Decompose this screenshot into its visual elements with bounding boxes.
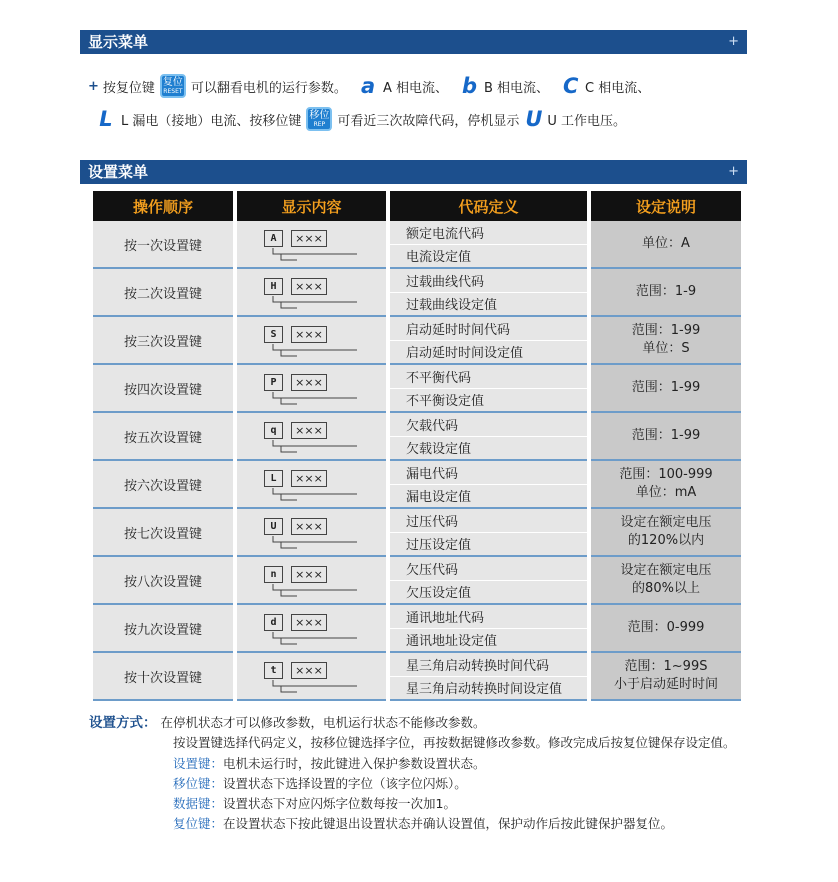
segment-b-icon: b [461, 74, 478, 98]
code-digit: q [264, 422, 283, 439]
value-digits: ××× [291, 278, 327, 295]
value-line: 通讯地址设定值 [406, 634, 498, 650]
code-definition-cell [390, 317, 587, 365]
display-menu-title: 显示菜单 [88, 33, 149, 51]
code-line: 额定电流代码 [390, 221, 587, 245]
segment-l-icon: L [99, 107, 113, 131]
value-line: 漏电设定值 [406, 490, 472, 506]
display-line-1 [88, 71, 650, 101]
display-cell [237, 365, 386, 413]
key-desc-reset [89, 814, 736, 834]
table-row [93, 509, 741, 557]
shift-key-icon: 移位 REP [306, 107, 332, 131]
code-definition-cell [390, 221, 587, 269]
display-cell [237, 461, 386, 509]
operation-cell: 按八次设置键 [93, 557, 233, 605]
key-desc-data [89, 794, 736, 814]
bracket-lines-icon [237, 221, 386, 267]
value-digits: ××× [291, 470, 327, 487]
header-setting-note: 设定说明 [591, 191, 741, 221]
key-desc: 设置状态下对应闪烁字位数每按一次加1。 [223, 796, 456, 812]
operation-cell: 按七次设置键 [93, 509, 233, 557]
setting-note-cell [591, 653, 741, 701]
code-line: 不平衡代码 [390, 365, 587, 389]
note-line: 单位：S [642, 341, 690, 356]
value-line: 不平衡设定值 [406, 394, 485, 410]
note-line: 范围：1-9 [635, 284, 697, 299]
display-text: 可看近三次故障代码，停机显示 [337, 113, 520, 129]
display-text: 按复位键 [102, 80, 155, 96]
code-line: 欠载代码 [390, 413, 587, 437]
code-line: 过载曲线代码 [390, 269, 587, 293]
display-text: 可以翻看电机的运行参数。 [190, 80, 347, 96]
operation-cell: 按一次设置键 [93, 221, 233, 269]
value-digits: ××× [291, 326, 327, 343]
note-line: 单位：A [642, 236, 690, 251]
bracket-lines-icon [237, 365, 386, 411]
note-line: 范围：100-999 [619, 467, 713, 482]
segment-a-icon: a [360, 74, 376, 98]
code-digit: d [264, 614, 283, 631]
setting-note-cell [591, 509, 741, 557]
value-digits: ××× [291, 374, 327, 391]
display-cell [237, 269, 386, 317]
code-digit: t [264, 662, 283, 679]
settings-menu-header [80, 160, 747, 184]
display-cell [237, 653, 386, 701]
display-cell [237, 413, 386, 461]
code-line: 通讯地址代码 [390, 605, 587, 629]
code-line: 星三角启动转换时间代码 [390, 653, 587, 677]
key-desc-set [89, 754, 736, 774]
reset-key-icon: 复位 RESET [160, 74, 186, 98]
code-digit: A [264, 230, 283, 247]
expand-icon: + [728, 164, 739, 179]
key-name: 移位键： [173, 775, 224, 791]
value-digits: ××× [291, 614, 327, 631]
key-desc: 设置状态下选择设置的字位（该字位闪烁）。 [223, 775, 467, 791]
table-row [93, 221, 741, 269]
setting-note-cell [591, 413, 741, 461]
bracket-lines-icon [237, 461, 386, 507]
code-definition-cell [390, 365, 587, 413]
code-line: 欠压代码 [390, 557, 587, 581]
setting-note-cell [591, 461, 741, 509]
operation-cell: 按四次设置键 [93, 365, 233, 413]
segment-u-icon: U [525, 107, 543, 131]
value-digits: ××× [291, 566, 327, 583]
setting-method-line: 按设置键选择代码定义，按移位键选择字位，再按数据键修改参数。修改完成后按复位键保存设定值。 [173, 735, 736, 751]
bracket-lines-icon [237, 605, 386, 651]
note-line: 范围：1~99S [624, 659, 708, 674]
note-line: 范围：1-99 [631, 323, 701, 338]
display-cell [237, 221, 386, 269]
display-cell [237, 557, 386, 605]
table-header-row [93, 191, 741, 221]
phase-c-label: C 相电流、 [585, 80, 651, 96]
value-digits: ××× [291, 662, 327, 679]
note-line: 的80%以上 [632, 581, 700, 596]
setting-note-cell [591, 365, 741, 413]
expand-icon: + [728, 34, 739, 49]
key-name: 设置键： [173, 755, 224, 771]
value-digits: ××× [291, 518, 327, 535]
setting-method [89, 713, 736, 835]
table-row [93, 269, 741, 317]
code-definition-cell [390, 557, 587, 605]
phase-b-label: B 相电流、 [483, 80, 550, 96]
operation-cell: 按十次设置键 [93, 653, 233, 701]
segment-c-icon: C [563, 74, 579, 98]
key-desc-shift [89, 774, 736, 794]
note-line: 范围：1-99 [631, 428, 701, 443]
code-digit: U [264, 518, 283, 535]
operation-cell: 按三次设置键 [93, 317, 233, 365]
operation-cell: 按五次设置键 [93, 413, 233, 461]
code-definition-cell [390, 461, 587, 509]
value-digits: ××× [291, 422, 327, 439]
note-line: 的120%以内 [627, 533, 705, 548]
table-row [93, 605, 741, 653]
setting-note-cell [591, 221, 741, 269]
value-line: 欠载设定值 [406, 442, 472, 458]
display-menu-header [80, 30, 747, 54]
value-line: 过压设定值 [406, 538, 472, 554]
bullet-plus-icon: + [88, 78, 99, 94]
note-line: 设定在额定电压 [620, 563, 712, 578]
code-line: 漏电代码 [390, 461, 587, 485]
table-row [93, 317, 741, 365]
key-desc: 在设置状态下按此键退出设置状态并确认设置值，保护动作后按此键保护器复位。 [223, 816, 674, 832]
operation-cell: 按六次设置键 [93, 461, 233, 509]
note-line: 单位：mA [635, 485, 697, 500]
setting-note-cell [591, 317, 741, 365]
setting-method-label: 设置方式： [89, 715, 157, 731]
operation-cell: 按二次设置键 [93, 269, 233, 317]
key-desc: 电机未运行时，按此键进入保护参数设置状态。 [223, 755, 486, 771]
note-line: 设定在额定电压 [620, 515, 712, 530]
code-definition-cell [390, 509, 587, 557]
note-line: 范围：0-999 [627, 620, 705, 635]
header-display: 显示内容 [237, 191, 386, 221]
code-digit: n [264, 566, 283, 583]
setting-note-cell [591, 269, 741, 317]
settings-menu-title: 设置菜单 [88, 163, 149, 181]
value-line: 星三角启动转换时间设定值 [406, 682, 563, 698]
operation-cell: 按九次设置键 [93, 605, 233, 653]
table-row [93, 413, 741, 461]
note-line: 范围：1-99 [631, 380, 701, 395]
setting-note-cell [591, 605, 741, 653]
code-line: 过压代码 [390, 509, 587, 533]
display-cell [237, 509, 386, 557]
code-definition-cell [390, 605, 587, 653]
display-text: U 工作电压。 [547, 113, 627, 129]
value-line: 欠压设定值 [406, 586, 472, 602]
value-line: 电流设定值 [406, 250, 472, 266]
code-line: 启动延时时间代码 [390, 317, 587, 341]
header-code-definition: 代码定义 [390, 191, 587, 221]
value-line: 启动延时时间设定值 [406, 346, 524, 362]
display-cell [237, 605, 386, 653]
code-digit: H [264, 278, 283, 295]
value-digits: ××× [291, 230, 327, 247]
bracket-lines-icon [237, 269, 386, 315]
code-digit: S [264, 326, 283, 343]
code-digit: L [264, 470, 283, 487]
table-row [93, 461, 741, 509]
code-definition-cell [390, 413, 587, 461]
code-definition-cell [390, 269, 587, 317]
header-operation: 操作顺序 [93, 191, 233, 221]
bracket-lines-icon [237, 557, 386, 603]
value-line: 过载曲线设定值 [406, 298, 498, 314]
phase-a-label: A 相电流、 [382, 80, 448, 96]
table-row [93, 365, 741, 413]
setting-method-line: 在停机状态才可以修改参数，电机运行状态不能修改参数。 [160, 715, 486, 730]
bracket-lines-icon [237, 653, 386, 699]
key-name: 数据键： [173, 796, 224, 812]
bracket-lines-icon [237, 317, 386, 363]
code-digit: P [264, 374, 283, 391]
display-cell [237, 317, 386, 365]
display-text: L 漏电（接地）电流、按移位键 [121, 113, 302, 129]
settings-table [89, 191, 745, 701]
code-definition-cell [390, 653, 587, 701]
key-name: 复位键： [173, 816, 224, 832]
setting-note-cell [591, 557, 741, 605]
table-row [93, 653, 741, 701]
note-line: 小于启动延时时间 [613, 677, 718, 692]
bracket-lines-icon [237, 509, 386, 555]
bracket-lines-icon [237, 413, 386, 459]
display-line-2 [95, 104, 626, 134]
table-row [93, 557, 741, 605]
